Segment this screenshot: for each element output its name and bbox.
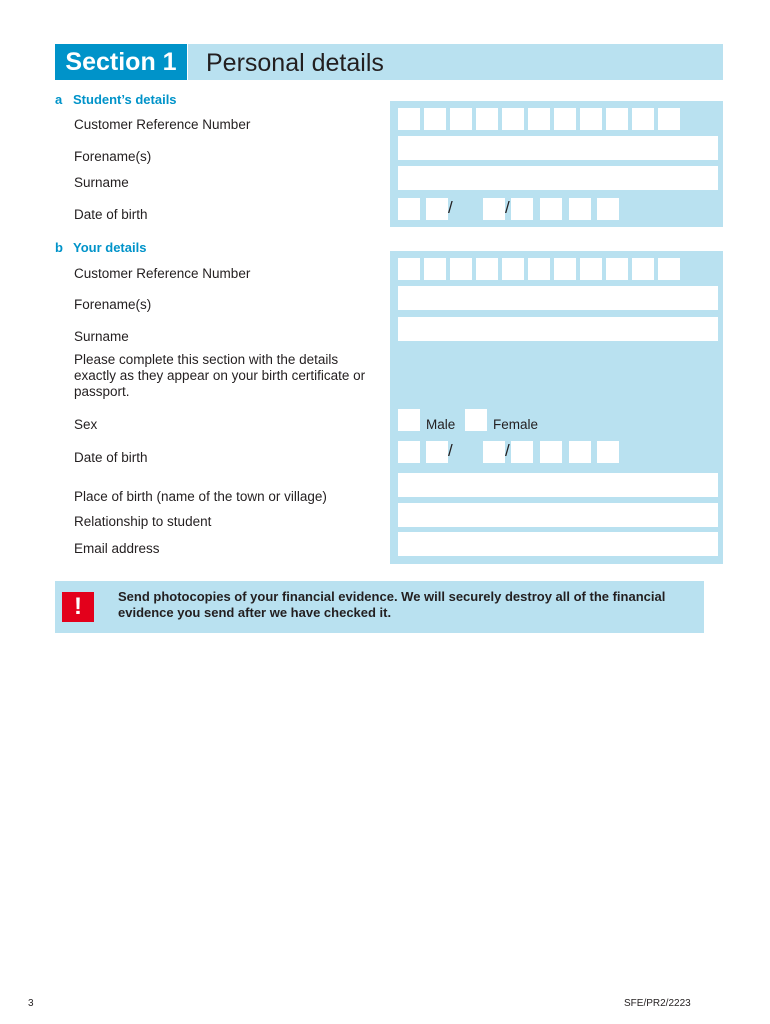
student-forename-field[interactable] — [398, 136, 718, 160]
student-crn-label: Customer Reference Number — [74, 117, 251, 132]
student-crn-box-2[interactable] — [424, 108, 446, 130]
student-crn-box-4[interactable] — [476, 108, 498, 130]
student-surname-field[interactable] — [398, 166, 718, 190]
your-crn-label: Customer Reference Number — [74, 266, 251, 281]
your-dob-month-1[interactable] — [483, 441, 505, 463]
student-crn-box-6[interactable] — [528, 108, 550, 130]
your-crn-box-7[interactable] — [554, 258, 576, 280]
student-dob-label: Date of birth — [74, 207, 148, 222]
sex-female-label: Female — [493, 417, 539, 432]
student-details-title: Student’s details — [73, 92, 177, 107]
your-surname-field[interactable] — [398, 317, 718, 341]
your-crn-box-2[interactable] — [424, 258, 446, 280]
student-crn-box-11[interactable] — [658, 108, 680, 130]
sex-male-checkbox[interactable] — [398, 409, 420, 431]
birth-certificate-note: Please complete this section with the details exactly as they appear on your birth certificate or passport. — [74, 352, 366, 399]
student-forename-label: Forename(s) — [74, 149, 152, 164]
student-dob-month-2[interactable] — [511, 198, 533, 220]
student-crn-box-9[interactable] — [606, 108, 628, 130]
your-dob-separator-2: / — [505, 441, 510, 460]
student-details-heading — [55, 92, 177, 107]
your-crn-box-11[interactable] — [658, 258, 680, 280]
student-dob-year-3[interactable] — [597, 198, 619, 220]
student-details-letter: a — [55, 92, 63, 107]
student-crn-box-3[interactable] — [450, 108, 472, 130]
your-dob-separator-1: / — [448, 441, 453, 460]
student-dob-year-2[interactable] — [569, 198, 591, 220]
warning-text: Send photocopies of your financial evidence. We will securely destroy all of the financial evidence you send after we have checked it. — [118, 589, 666, 620]
your-crn-box-9[interactable] — [606, 258, 628, 280]
exclamation-icon: ! — [62, 592, 94, 622]
student-dob-separator-1: / — [448, 198, 453, 217]
form-code: SFE/PR2/2223 — [624, 998, 691, 1009]
your-crn-box-3[interactable] — [450, 258, 472, 280]
your-crn-box-10[interactable] — [632, 258, 654, 280]
sex-female-checkbox[interactable] — [465, 409, 487, 431]
your-details-title: Your details — [73, 240, 147, 255]
page-number: 3 — [28, 998, 34, 1009]
student-dob-day-2[interactable] — [426, 198, 448, 220]
student-surname-label: Surname — [74, 175, 129, 190]
student-crn-box-8[interactable] — [580, 108, 602, 130]
student-dob-month-1[interactable] — [483, 198, 505, 220]
your-forename-label: Forename(s) — [74, 297, 152, 312]
email-label: Email address — [74, 541, 160, 556]
your-dob-year-3[interactable] — [597, 441, 619, 463]
your-crn-box-4[interactable] — [476, 258, 498, 280]
student-dob-year-1[interactable] — [540, 198, 562, 220]
your-surname-label: Surname — [74, 329, 129, 344]
student-crn-box-5[interactable] — [502, 108, 524, 130]
your-dob-month-2[interactable] — [511, 441, 533, 463]
relationship-field[interactable] — [398, 503, 718, 527]
student-crn-box-1[interactable] — [398, 108, 420, 130]
relationship-label: Relationship to student — [74, 514, 212, 529]
your-dob-day-1[interactable] — [398, 441, 420, 463]
student-dob-separator-2: / — [505, 198, 510, 217]
email-field[interactable] — [398, 532, 718, 556]
student-crn-box-10[interactable] — [632, 108, 654, 130]
your-crn-box-5[interactable] — [502, 258, 524, 280]
your-crn-box-6[interactable] — [528, 258, 550, 280]
place-of-birth-label: Place of birth (name of the town or village) — [74, 489, 327, 504]
your-details-panel — [390, 251, 723, 564]
your-dob-day-2[interactable] — [426, 441, 448, 463]
student-dob-day-1[interactable] — [398, 198, 420, 220]
place-of-birth-field[interactable] — [398, 473, 718, 497]
student-details-panel — [390, 101, 723, 227]
your-sex-label: Sex — [74, 417, 98, 432]
your-dob-year-1[interactable] — [540, 441, 562, 463]
your-details-heading — [55, 240, 146, 255]
your-crn-box-8[interactable] — [580, 258, 602, 280]
your-crn-box-1[interactable] — [398, 258, 420, 280]
your-details-letter: b — [55, 240, 63, 255]
sex-male-label: Male — [426, 417, 456, 432]
your-dob-year-2[interactable] — [569, 441, 591, 463]
section-tag: Section 1 — [55, 44, 187, 80]
your-dob-label: Date of birth — [74, 450, 148, 465]
your-forename-field[interactable] — [398, 286, 718, 310]
student-crn-box-7[interactable] — [554, 108, 576, 130]
section-title: Personal details — [206, 49, 384, 77]
